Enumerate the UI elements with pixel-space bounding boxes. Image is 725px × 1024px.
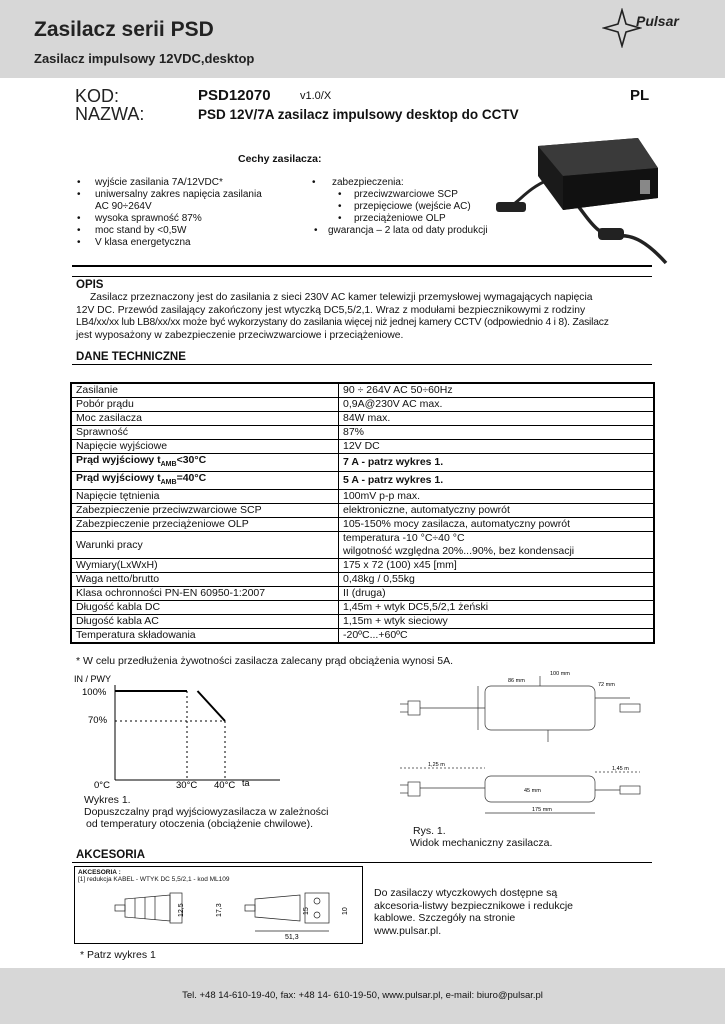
y-tick-70: 70%	[88, 715, 108, 726]
spec-value: 1,15m + wtyk sieciowy	[339, 615, 655, 629]
power-supply-photo	[488, 128, 668, 268]
akcesoria-text: Do zasilaczy wtyczkowych dostępne są akcesoria-listwy bezpiecznikowe i redukcje kablowe. Szczegóły na stronie www.pulsar.pl.	[374, 887, 573, 937]
spec-value: elektroniczne, automatyczny powrót	[339, 504, 655, 518]
spec-key: Zasilanie	[71, 383, 339, 398]
spec-value: 0,48kg / 0,55kg	[339, 573, 655, 587]
feature-item: • zabezpieczenia:	[312, 177, 404, 188]
spec-value: 90 ÷ 264V AC 50÷60Hz	[339, 383, 655, 398]
note-load: * W celu przedłużenia żywotności zasilacza zalecany prąd obciążenia wynosi 5A.	[76, 655, 454, 667]
language-code: PL	[630, 87, 650, 104]
dim-175: 175 mm	[532, 807, 552, 813]
divider	[72, 276, 652, 277]
opis-heading: OPIS	[76, 279, 104, 291]
bullet-icon: •	[338, 189, 342, 200]
spec-value: 5 A - patrz wykres 1.	[339, 472, 655, 490]
dim-51-3: 51,3	[285, 934, 299, 941]
spec-key: Pobór prądu	[71, 398, 339, 412]
table-row	[71, 412, 654, 426]
spec-key: Warunki pracy	[71, 532, 339, 559]
spec-value: 0,9A@230V AC max.	[339, 398, 655, 412]
bullet-icon: •	[77, 189, 81, 200]
spec-value: temperatura -10 °C÷40 °C wilgotność względna 20%...90%, bez kondensacji	[339, 532, 655, 559]
table-row	[71, 504, 654, 518]
spec-key: Długość kabla DC	[71, 601, 339, 615]
spec-key: Waga netto/brutto	[71, 573, 339, 587]
bullet-icon: •	[314, 225, 318, 236]
feature-subitem: • przeciążeniowe OLP	[338, 213, 446, 224]
figure-caption-2: Widok mechaniczny zasilacza.	[410, 837, 553, 849]
spec-value: 84W max.	[339, 412, 655, 426]
spec-key: Temperatura składowania	[71, 629, 339, 644]
chart-xlabel: ta	[242, 778, 250, 788]
x-tick-0: 0°C	[94, 780, 110, 791]
feature-item: • wyjście zasilania 7A/12VDC*	[77, 177, 223, 188]
dim-72: 72 mm	[598, 682, 615, 688]
table-row	[71, 383, 654, 398]
dim-ac-cable: 1,25 m	[428, 762, 445, 768]
x-tick-30: 30°C	[176, 780, 198, 791]
version: v1.0/X	[300, 90, 332, 102]
dim-45: 45 mm	[524, 788, 541, 794]
page-title: Zasilacz serii PSD	[34, 18, 214, 41]
psu-top-view	[485, 686, 595, 730]
spec-value: 175 x 72 (100) x45 [mm]	[339, 559, 655, 573]
akcesoria-box: AKCESORIA : [1] redukcja KABEL - WTYK DC 5,5/2,1 - kod ML109 12,5 17,3 15 10 51,3	[74, 866, 363, 944]
table-row	[71, 426, 654, 440]
chart-ylabel: IN / PWY	[74, 674, 112, 684]
tech-table	[70, 382, 655, 644]
divider	[72, 862, 652, 863]
page-subtitle: Zasilacz impulsowy 12VDC,desktop	[34, 51, 255, 66]
bullet-icon: •	[338, 213, 342, 224]
chart-caption: Wykres 1. Dopuszczalny prąd wyjściowyzasilacza w zależności od temperatury otoczenia (obciążenie chwilowe).	[84, 794, 329, 830]
feature-item: • wysoka sprawność 87%	[77, 213, 202, 224]
dim-10: 10	[342, 907, 349, 915]
pulsar-logo: Pulsar	[636, 13, 679, 29]
table-row	[71, 601, 654, 615]
spec-value: 12V DC	[339, 440, 655, 454]
table-row	[71, 518, 654, 532]
bullet-icon: •	[312, 177, 316, 188]
spec-key: Sprawność	[71, 426, 339, 440]
spec-value: 105-150% mocy zasilacza, automatyczny powrót	[339, 518, 655, 532]
spec-key: Zabezpieczenie przeciążeniowe OLP	[71, 518, 339, 532]
spec-key: Napięcie wyjściowe	[71, 440, 339, 454]
note-chart: * Patrz wykres 1	[80, 949, 156, 961]
bullet-icon: •	[77, 177, 81, 188]
spec-value: -20ºC...+60ºC	[339, 629, 655, 644]
dim-dc-cable: 1,45 m	[612, 766, 629, 772]
spec-value: 7 A - patrz wykres 1.	[339, 454, 655, 472]
spec-value: 1,45m + wtyk DC5,5/2,1 żeński	[339, 601, 655, 615]
opis-line-2: 12V DC. Przewód zasilający zakończony jest wtyczką DC5,5/2,1. Wraz z modułami bezpiecznikowymi z rodziny	[76, 304, 586, 316]
spec-value: II (druga)	[339, 587, 655, 601]
nazwa-label: NAZWA:	[75, 104, 145, 124]
divider	[72, 364, 652, 365]
bullet-icon: •	[338, 201, 342, 212]
table-row	[71, 573, 654, 587]
nazwa-value: PSD 12V/7A zasilacz impulsowy desktop do CCTV	[198, 107, 519, 122]
table-row	[71, 398, 654, 412]
feature-item: • V klasa energetyczna	[77, 237, 191, 248]
spec-key: Zabezpieczenie przeciwzwarciowe SCP	[71, 504, 339, 518]
tech-heading: DANE TECHNICZNE	[76, 351, 186, 363]
spec-key: Wymiary(LxWxH)	[71, 559, 339, 573]
feature-subitem: • przepięciowe (wejście AC)	[338, 201, 471, 212]
bullet-icon: •	[77, 237, 81, 248]
divider	[72, 265, 652, 267]
feature-subitem: • przeciwzwarciowe SCP	[338, 189, 458, 200]
series-derating-line	[198, 691, 226, 721]
kod-label: KOD:	[75, 86, 120, 106]
table-row	[71, 587, 654, 601]
features-heading: Cechy zasilacza:	[238, 153, 322, 165]
spec-value: 87%	[339, 426, 655, 440]
table-row	[71, 454, 654, 472]
table-row	[71, 532, 654, 559]
opis-text: Zasilacz przeznaczony jest do zasilania z sieci 230V AC kamer telewizji przemysłowej wymagających napięcia 12V DC. Przewód zasilający zakończony jest wtyczką DC5,5/2,1. Wraz z modułami bezpiecznikowymi z rodziny LB4/xx/xx lub LB8/xx/xx może być wykorzystany do zasilania więcej niż jednej kamery CCTV (odpowiednio 4 i 8). Zasilacz jest wyposażony w zabezpieczenie przeciwzwarciowe i przeciążeniowe.	[76, 292, 650, 342]
derating-chart	[70, 670, 290, 800]
bullet-icon: •	[77, 225, 81, 236]
website-link[interactable]: www.pulsar.pl.	[374, 924, 442, 937]
spec-value: 100mV p-p max.	[339, 490, 655, 504]
feature-item: • uniwersalny zakres napięcia zasilania AC 90÷264V	[77, 189, 262, 212]
figure-caption-1: Rys. 1.	[413, 825, 446, 837]
table-row	[71, 629, 654, 644]
table-row	[71, 490, 654, 504]
features-left-list	[77, 177, 297, 249]
spec-key: Moc zasilacza	[71, 412, 339, 426]
bullet-icon: •	[77, 213, 81, 224]
spec-key: Klasa ochronności PN-EN 60950-1:2007	[71, 587, 339, 601]
dim-15: 15	[303, 907, 310, 915]
spec-key: Długość kabla AC	[71, 615, 339, 629]
table-row	[71, 472, 654, 490]
footer-contact: Tel. +48 14-610-19-40, fax: +48 14- 610-19-50, www.pulsar.pl, e-mail: biuro@pulsar.pl	[182, 990, 543, 1001]
dim-86: 86 mm	[508, 678, 525, 684]
feature-item: • gwarancja – 2 lata od daty produkcji	[314, 225, 488, 236]
spec-key: Prąd wyjściowy $t_{AMB}<30^\circ C$	[71, 454, 339, 472]
spec-key: Napięcie tętnienia	[71, 490, 339, 504]
spec-key: Prąd wyjściowy $t_{AMB}=40^\circ C$	[71, 472, 339, 490]
table-row	[71, 559, 654, 573]
dim-100: 100 mm	[550, 671, 570, 677]
table-row	[71, 440, 654, 454]
table-row	[71, 615, 654, 629]
adapter-drawing	[75, 867, 362, 943]
dim-17-3: 17,3	[216, 903, 223, 917]
kod-value: PSD12070	[198, 87, 271, 104]
mechanical-drawing	[390, 668, 650, 828]
dim-12-5: 12,5	[178, 903, 185, 917]
feature-item: • moc stand by <0,5W	[77, 225, 187, 236]
akcesoria-heading: AKCESORIA	[76, 849, 146, 861]
x-tick-40: 40°C	[214, 780, 236, 791]
y-tick-100: 100%	[82, 687, 107, 698]
